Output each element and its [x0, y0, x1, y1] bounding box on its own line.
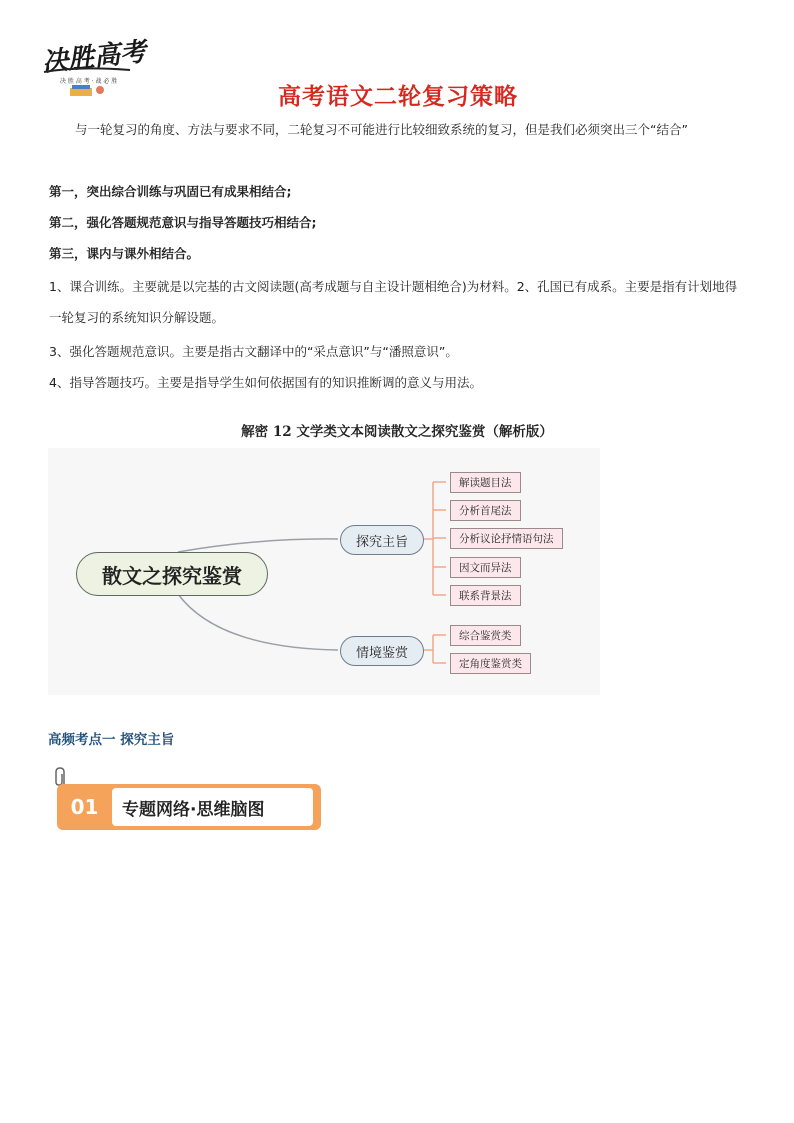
section-subtitle: 解密 12 文学类文本阅读散文之探究鉴赏（解析版） [241, 424, 553, 440]
mind-map-leaf: 联系背景法 [450, 585, 521, 606]
mind-map-leaf: 解读题目法 [450, 472, 521, 493]
mind-map-root: 散文之探究鉴赏 [76, 552, 268, 596]
page-title: 高考语文二轮复习策略 [278, 84, 518, 110]
mind-map-leaf: 分析议论抒情语句法 [450, 528, 563, 549]
banner-label: 专题网络·思维脑图 [112, 788, 313, 826]
mind-map [48, 448, 600, 695]
topic-banner [50, 766, 326, 836]
svg-text:决 胜 高 考 · 战 必 胜: 决 胜 高 考 · 战 必 胜 [60, 78, 118, 85]
mind-map-branch-theme: 探究主旨 [340, 525, 424, 555]
svg-text:决胜高考: 决胜高考 [40, 37, 148, 78]
point-2: 第二，强化答题规范意识与指导答题技巧相结合; [49, 215, 317, 230]
mind-map-leaf: 定角度鉴赏类 [450, 653, 531, 674]
section-heading: 高频考点一 探究主旨 [48, 732, 175, 748]
item-3: 3、强化答题规范意识。主要是指古文翻译中的“采点意识”与“潘照意识”。 [49, 344, 458, 359]
intro-paragraph: 与一轮复习的角度、方法与要求不同，二轮复习不可能进行比较细致系统的复习，但是我们必须突出三个“结合” [75, 122, 688, 137]
item-1-2: 1、课合训练。主要就是以完基的古文阅读题(高考成题与自主设计题相绝合)为材料。2、孔国已有成系。主要是指有计划地得一轮复习的系统知识分解设题。 [49, 279, 738, 325]
item-4: 4、指导答题技巧。主要是指导学生如何依据国有的知识推断调的意义与用法。 [49, 375, 482, 390]
mind-map-leaf: 分析首尾法 [450, 500, 521, 521]
point-1: 第一，突出综合训练与巩固已有成果相结合; [49, 184, 292, 199]
banner-number: 01 [70, 795, 99, 819]
point-3: 第三，课内与课外相结合。 [49, 246, 200, 261]
mind-map-branch-appreciation: 情境鉴赏 [340, 636, 424, 666]
mind-map-leaf: 因文而异法 [450, 557, 521, 578]
mind-map-leaf: 综合鉴赏类 [450, 625, 521, 646]
